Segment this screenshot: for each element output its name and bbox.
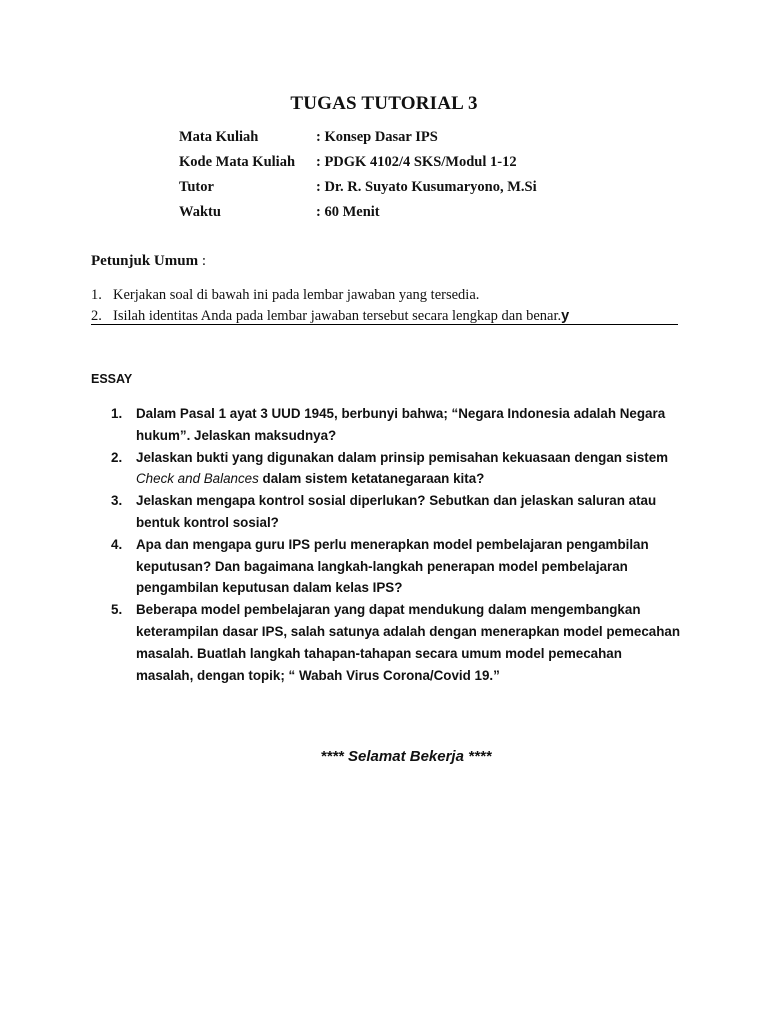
instruction-text-main: Isilah identitas Anda pada lembar jawaban tersebut secara lengkap dan benar. — [113, 308, 562, 324]
info-value: : Konsep Dasar IPS — [316, 129, 438, 145]
info-value: : PDGK 4102/4 SKS/Modul 1-12 — [316, 154, 517, 170]
question-number: 3. — [111, 493, 123, 509]
question-number: 4. — [111, 536, 123, 552]
instruction-number: 2. — [91, 308, 102, 324]
info-row-course-code — [179, 152, 537, 177]
instruction-text — [113, 285, 479, 306]
question-number: 2. — [111, 449, 123, 465]
question-text — [136, 490, 681, 534]
instructions-list — [91, 285, 678, 327]
general-instructions-label: Petunjuk Umum — [91, 253, 199, 269]
info-value: : Dr. R. Suyato Kusumaryono, M.Si — [316, 179, 537, 195]
question-text — [136, 447, 681, 491]
divider-line — [91, 324, 678, 325]
question-item-5 — [111, 599, 681, 686]
info-row-time — [179, 202, 537, 227]
general-instructions-colon: : — [198, 253, 207, 269]
essay-heading: ESSAY — [91, 372, 133, 386]
info-row-course — [179, 127, 537, 152]
question-item-2 — [111, 447, 681, 491]
info-label: Waktu — [179, 204, 221, 220]
question-text-after: dalam sistem ketatanegaraan kita? — [258, 471, 485, 487]
question-text-main: Dalam Pasal 1 ayat 3 UUD 1945, berbunyi bahwa; “Negara Indonesia adalah Negara hukum”. Jelaskan maksudnya? — [136, 406, 666, 443]
question-text — [136, 403, 681, 447]
general-instructions-heading — [91, 253, 206, 270]
instruction-number: 1. — [91, 287, 102, 303]
question-item-1 — [111, 403, 681, 447]
question-text-before: Jelaskan bukti yang digunakan dalam prinsip pemisahan kekuasaan dengan sistem — [136, 449, 669, 465]
info-value: : 60 Menit — [316, 204, 380, 220]
info-label: Kode Mata Kuliah — [179, 154, 296, 170]
document-title: TUGAS TUTORIAL 3 — [290, 93, 478, 114]
question-text-main: Apa dan mengapa guru IPS perlu menerapkan model pembelajaran pengambilan keputusan? Dan bagaimana langkah-langkah penerapan model pembelajaran pengambilan keputusan dalam kelas IPS? — [136, 536, 649, 596]
info-label: Tutor — [179, 179, 214, 195]
question-text — [136, 534, 681, 599]
closing-message: **** Selamat Bekerja **** — [320, 748, 492, 765]
instruction-item — [91, 285, 678, 306]
question-text-main: Beberapa model pembelajaran yang dapat mendukung dalam mengembangkan keterampilan dasar IPS, salah satunya adalah dengan menerapkan model pemecahan masalah. Buatlah langkah tahapan-tahapan secara umum model pemecahan masalah, dengan topik; “ Wabah Virus Corona/Covid 19.” — [136, 602, 681, 683]
instruction-text-main: Kerjakan soal di bawah ini pada lembar jawaban yang tersedia. — [113, 287, 480, 303]
question-item-4 — [111, 534, 681, 599]
course-info — [179, 127, 537, 227]
question-number: 1. — [111, 406, 123, 421]
info-row-tutor — [179, 177, 537, 202]
question-text-italic: Check and Balances — [136, 471, 259, 487]
question-number: 5. — [111, 602, 123, 618]
instruction-text-tail: y — [561, 308, 570, 324]
question-text-main: Jelaskan mengapa kontrol sosial diperlukan? Sebutkan dan jelaskan saluran atau bentuk kontrol sosial? — [136, 493, 657, 530]
question-item-3 — [111, 490, 681, 534]
question-text — [136, 599, 681, 686]
essay-questions-list — [111, 403, 681, 686]
info-label: Mata Kuliah — [179, 129, 259, 145]
